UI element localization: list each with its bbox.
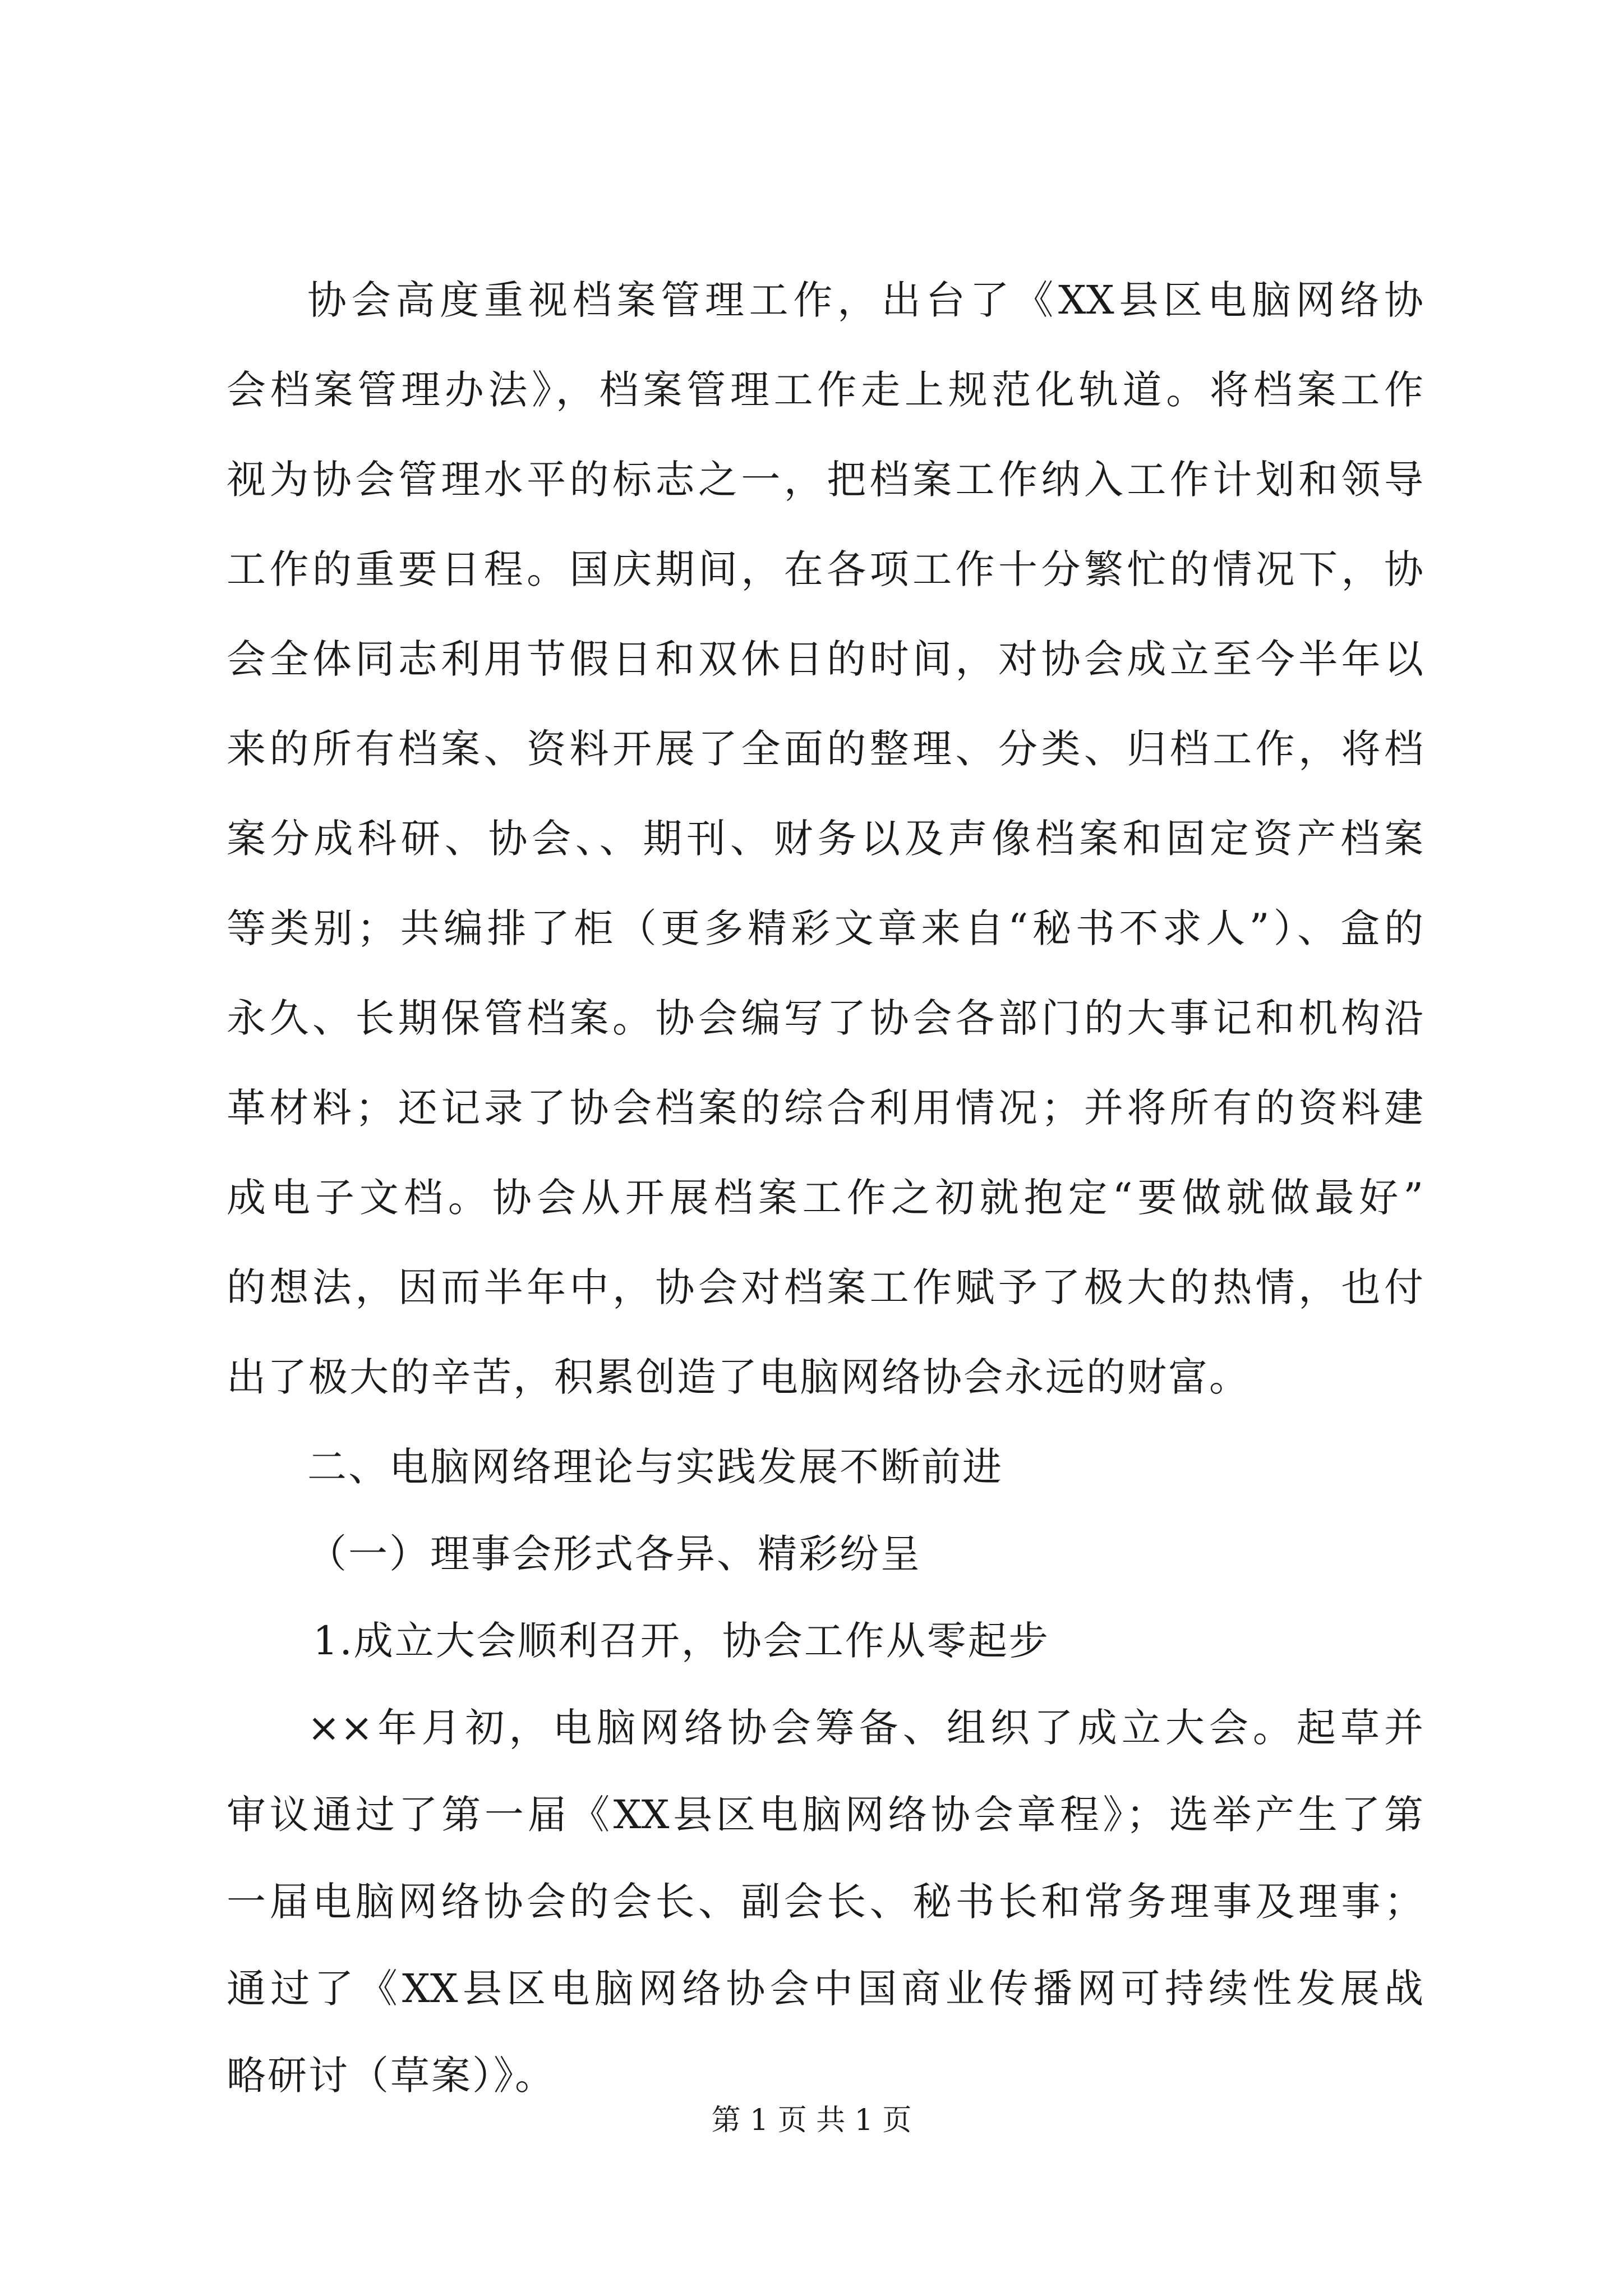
paragraph-text: 案分成科研、协会、、期刊、财务以及声像档案和固定资产档案 <box>227 816 1423 862</box>
paragraph-text: 工作的重要日程。国庆期间，在各项工作十分繁忙的情况下，协 <box>227 546 1423 592</box>
paragraph-text: 会全体同志利用节假日和双休日的时间，对协会成立至今半年以 <box>227 636 1423 682</box>
paragraph-text: ××年月初，电脑网络协会筹备、组织了成立大会。起草并 <box>307 1705 1423 1751</box>
paragraph-line <box>0 1865 1623 1938</box>
heading-text: 二、电脑网络理论与实践发展不断前进 <box>307 1444 1003 1490</box>
item-heading <box>0 1604 1623 1677</box>
paragraph-text: 来的所有档案、资料开展了全面的整理、分类、归档工作，将档 <box>227 726 1423 772</box>
paragraph-text: 审议通过了第一届《XX县区电脑网络协会章程》；选举产生了第 <box>227 1792 1423 1838</box>
paragraph-line <box>0 1341 1623 1414</box>
paragraph-text: 视为协会管理水平的标志之一，把档案工作纳入工作计划和领导 <box>227 457 1423 503</box>
paragraph-line <box>0 802 1623 875</box>
section-heading <box>0 1430 1623 1503</box>
paragraph-text: 协会高度重视档案管理工作，出台了《XX县区电脑网络协 <box>307 277 1423 323</box>
paragraph-line <box>0 1691 1623 1764</box>
subsection-heading <box>0 1517 1623 1590</box>
paragraph-line <box>0 1161 1623 1234</box>
paragraph-line <box>0 353 1623 426</box>
paragraph-line <box>0 264 1623 337</box>
paragraph-text: 略研讨（草案）》。 <box>227 2053 556 2099</box>
paragraph-line <box>0 1251 1623 1324</box>
paragraph-line <box>0 443 1623 516</box>
heading-text: 1.成立大会顺利召开，协会工作从零起步 <box>313 1618 1050 1664</box>
page-number-footer: 第 1 页 共 1 页 <box>711 2104 912 2137</box>
paragraph-line <box>0 892 1623 965</box>
paragraph-text: 一届电脑网络协会的会长、副会长、秘书长和常务理事及理事； <box>227 1879 1423 1925</box>
paragraph-line <box>0 533 1623 606</box>
paragraph-text: 永久、长期保管档案。协会编写了协会各部门的大事记和机构沿 <box>227 995 1423 1041</box>
paragraph-text: 等类别；共编排了柜（更多精彩文章来自“秘书不求人”）、盒的 <box>227 905 1423 951</box>
paragraph-line <box>0 1952 1623 2025</box>
paragraph-text: 出了极大的辛苦，积累创造了电脑网络协会永远的财富。 <box>227 1354 1250 1400</box>
paragraph-line <box>0 1778 1623 1851</box>
heading-text: （一）理事会形式各异、精彩纷呈 <box>307 1531 921 1577</box>
paragraph-text: 会档案管理办法》，档案管理工作走上规范化轨道。将档案工作 <box>227 367 1423 413</box>
paragraph-text: 成电子文档。协会从开展档案工作之初就抱定“要做就做最好” <box>227 1175 1423 1221</box>
paragraph-text: 革材料；还记录了协会档案的综合利用情况；并将所有的资料建 <box>227 1085 1423 1131</box>
paragraph-line <box>0 712 1623 785</box>
paragraph-text: 的想法，因而半年中，协会对档案工作赋予了极大的热情，也付 <box>227 1264 1423 1310</box>
paragraph-line <box>0 623 1623 696</box>
paragraph-line <box>0 1071 1623 1144</box>
paragraph-text: 通过了《XX县区电脑网络协会中国商业传播网可持续性发展战 <box>227 1966 1423 2012</box>
paragraph-line <box>0 982 1623 1055</box>
